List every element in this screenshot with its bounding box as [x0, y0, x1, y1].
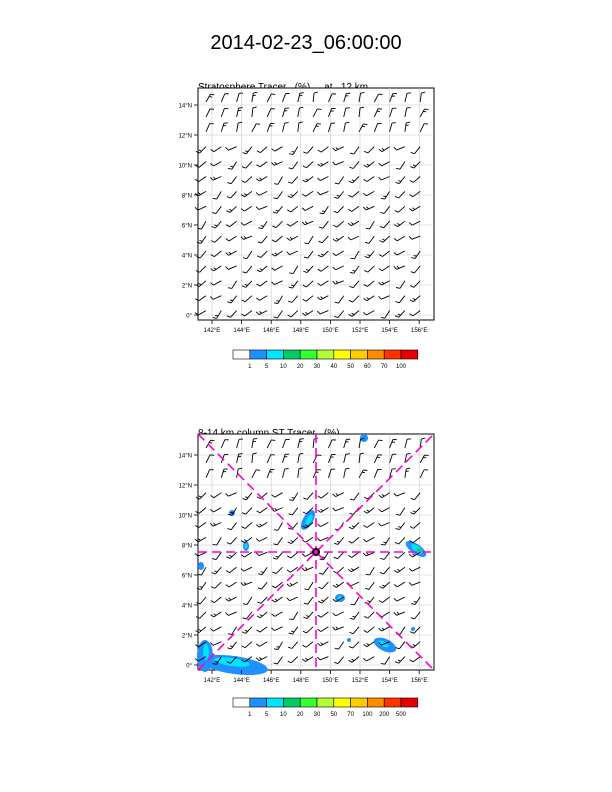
tracer-patch — [360, 434, 368, 442]
colorbar-box — [334, 350, 351, 359]
tracer-patch — [347, 638, 351, 642]
panel1-map — [179, 88, 434, 370]
lat-label: 8°N — [181, 543, 192, 550]
colorbar-label: 50 — [330, 712, 338, 718]
colorbar-label: 50 — [347, 364, 354, 370]
lon-label: 146°E — [262, 328, 280, 334]
lat-label: 10°N — [178, 513, 192, 520]
lat-label: 2°N — [181, 283, 192, 290]
colorbar-label: 500 — [395, 712, 407, 718]
lon-label: 156°E — [410, 678, 428, 684]
colorbar-box — [233, 350, 250, 359]
panel1-colorbar — [233, 350, 418, 359]
lon-label: 150°E — [322, 328, 339, 334]
wind-barb-flag — [256, 124, 260, 125]
lon-label: 144°E — [233, 328, 250, 334]
wind-barb-flag — [253, 95, 256, 96]
colorbar-box — [250, 698, 267, 707]
colorbar-box — [317, 698, 334, 707]
wind-barb-flag — [363, 124, 367, 125]
lat-label: 8°N — [181, 193, 192, 200]
lon-label: 152°E — [351, 678, 369, 684]
wind-barb-flag — [211, 440, 215, 441]
wind-barb-flag — [363, 470, 367, 471]
wind-barb-flag — [300, 439, 304, 440]
panel1-lon-labels — [204, 328, 428, 334]
wind-barb-flag — [215, 315, 218, 316]
panel1-colorbar-labels — [248, 364, 407, 370]
lat-label: 0° — [186, 663, 192, 670]
panel2-cross-section-lines — [198, 434, 434, 670]
lon-label: 156°E — [410, 328, 428, 334]
wind-barb-flag — [274, 303, 278, 304]
wind-barb-flag — [230, 166, 233, 167]
lat-label: 10°N — [178, 163, 192, 170]
lat-label: 0° — [186, 313, 192, 320]
lat-label: 6°N — [181, 573, 192, 580]
wind-barb-flag — [239, 454, 243, 455]
colorbar-box — [401, 698, 418, 707]
colorbar-box — [300, 350, 317, 359]
wind-barb-flag — [274, 649, 278, 650]
wind-barb-flag — [379, 94, 383, 95]
lat-label: 14°N — [178, 103, 192, 110]
main-title: 2014-02-23_06:00:00 — [210, 32, 402, 54]
wind-barb-flag — [383, 196, 386, 197]
lat-label: 4°N — [181, 253, 192, 260]
wind-barb-flag — [351, 604, 355, 605]
colorbar-box — [367, 698, 384, 707]
tracer-patch — [411, 627, 415, 631]
colorbar-label: 200 — [379, 712, 390, 718]
colorbar-box — [401, 350, 418, 359]
colorbar-label: 1 — [248, 712, 252, 718]
wind-barb-flag — [239, 108, 243, 109]
center-marker-dot — [314, 550, 318, 554]
panel1-lat-labels — [179, 104, 193, 320]
wind-barb-flag — [211, 94, 215, 95]
colorbar-box — [283, 350, 300, 359]
lat-label: 2°N — [181, 633, 192, 640]
wind-barb-flag — [351, 258, 355, 259]
colorbar-box — [351, 698, 368, 707]
tracer-patch — [198, 562, 204, 570]
lat-label: 6°N — [181, 223, 192, 230]
wind-barb-flag — [379, 440, 383, 441]
colorbar-box — [367, 350, 384, 359]
colorbar-label: 1 — [248, 364, 252, 370]
wind-barb-flag — [292, 152, 295, 153]
colorbar-box — [317, 350, 334, 359]
colorbar-label: 70 — [347, 712, 354, 718]
lon-label: 148°E — [292, 678, 310, 684]
lon-label: 146°E — [262, 678, 280, 684]
colorbar-label: 100 — [362, 712, 373, 718]
colorbar-box — [250, 350, 267, 359]
lon-label: 148°E — [292, 328, 310, 334]
wind-barb-flag — [292, 498, 295, 499]
lon-label: 154°E — [381, 678, 398, 684]
wind-barb-flag — [195, 553, 198, 556]
wind-barb-flag — [274, 530, 278, 531]
panel2-lon-labels — [204, 678, 428, 684]
colorbar-label: 70 — [380, 364, 388, 370]
wind-barb-flag — [317, 455, 321, 456]
wind-barb-flag — [230, 512, 233, 513]
colorbar-box — [351, 350, 368, 359]
colorbar-label: 10 — [280, 712, 287, 718]
wind-barb-flag — [317, 109, 321, 110]
wind-barb-flag — [253, 441, 256, 442]
lat-label: 12°N — [178, 133, 192, 140]
wind-barb-flag — [322, 211, 325, 212]
wind-barb-flag — [198, 228, 202, 229]
lat-label: 4°N — [181, 603, 192, 610]
colorbar-box — [384, 350, 401, 359]
colorbar-box — [233, 698, 250, 707]
colorbar-label: 60 — [364, 364, 371, 370]
lon-label: 142°E — [203, 328, 221, 334]
panel2-map — [179, 434, 434, 718]
panel2-colorbar — [233, 698, 418, 707]
panel2-colorbar-labels — [248, 712, 407, 718]
colorbar-label: 30 — [313, 712, 321, 718]
wind-barb-flag — [215, 661, 218, 662]
colorbar-label: 30 — [313, 364, 321, 370]
wind-barb-flag — [274, 184, 278, 185]
colorbar-box — [283, 698, 300, 707]
lon-label: 150°E — [322, 678, 339, 684]
wind-barb-flag — [300, 93, 304, 94]
colorbar-label: 10 — [280, 364, 287, 370]
lat-label: 14°N — [178, 453, 192, 460]
colorbar-box — [267, 350, 284, 359]
lon-label: 152°E — [351, 328, 369, 334]
colorbar-label: 20 — [296, 364, 304, 370]
colorbar-box — [384, 698, 401, 707]
colorbar-label: 100 — [395, 364, 407, 370]
wind-barb-flag — [383, 542, 386, 543]
colorbar-label: 5 — [264, 712, 269, 718]
wind-barb-flag — [256, 470, 260, 471]
panel2-lat-labels — [179, 454, 193, 670]
lon-label: 154°E — [381, 328, 398, 334]
wind-barb-flag — [198, 574, 202, 575]
colorbar-label: 20 — [296, 712, 304, 718]
tracer-patch — [245, 544, 248, 549]
colorbar-box — [267, 698, 284, 707]
colorbar-box — [334, 698, 351, 707]
lat-label: 12°N — [178, 483, 192, 490]
wind-barb-flag — [425, 109, 429, 110]
lon-label: 144°E — [233, 678, 250, 684]
wind-barb-flag — [195, 207, 198, 210]
lon-label: 142°E — [203, 678, 221, 684]
colorbar-box — [300, 698, 317, 707]
wind-barb-flag — [425, 455, 429, 456]
colorbar-label: 40 — [330, 364, 338, 370]
colorbar-label: 5 — [264, 364, 269, 370]
